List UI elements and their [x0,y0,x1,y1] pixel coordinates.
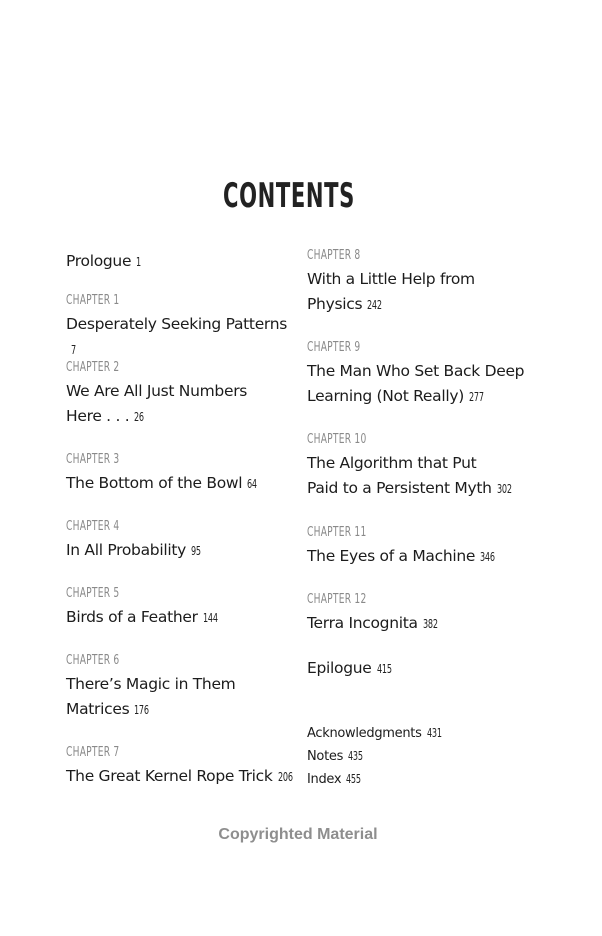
chapter-page: 95 [191,544,201,558]
chapter-title: In All Probability [66,541,187,559]
chapter-title: Birds of a Feather [66,608,198,626]
chapter-page: 7 [71,343,76,357]
chapter-page: 382 [422,617,438,631]
chapter-label: CHAPTER 8 [307,248,361,263]
chapter-title: Terra Incognita [307,614,418,632]
chapter-label: CHAPTER 6 [66,653,120,668]
chapter-label: CHAPTER 2 [66,360,120,375]
back-matter-title: Index [307,772,342,787]
chapter-page: 302 [496,482,512,496]
chapter-title-line-2: Here . . . [66,407,130,425]
chapter-page: 346 [480,550,495,564]
chapter-label: CHAPTER 7 [66,745,120,760]
chapter-title-line-1: We Are All Just Numbers [66,382,248,400]
chapter-title: Desperately Seeking Patterns [66,315,288,333]
copyright-notice: Copyrighted Material [218,826,378,843]
chapter-label: CHAPTER 11 [307,525,367,540]
toc-chapter-1[interactable] [66,294,298,363]
chapter-label: CHAPTER 5 [66,586,120,601]
toc-chapter-9[interactable] [307,341,567,410]
chapter-page: 277 [469,390,484,404]
chapter-title-line-1: With a Little Help from [307,270,475,288]
chapter-title-line-1: The Algorithm that Put [307,454,477,472]
epilogue-page: 415 [376,662,392,676]
chapter-page: 206 [277,770,293,784]
chapter-page: 26 [134,410,145,424]
chapter-label: CHAPTER 4 [66,519,120,534]
back-matter-page: 435 [348,749,363,763]
chapter-page: 144 [202,611,218,625]
toc-chapter-4[interactable] [66,520,298,564]
toc-acknowledgments[interactable] [307,722,567,745]
toc-chapter-8[interactable] [307,249,567,318]
toc-back-matter [307,722,567,791]
chapter-label: CHAPTER 10 [307,432,367,447]
toc-chapter-2[interactable] [66,361,298,430]
back-matter-title: Acknowledgments [307,726,422,741]
epilogue-title: Epilogue [307,659,372,677]
chapter-page: 242 [367,298,383,312]
chapter-page: 64 [247,477,258,491]
contents-heading: CONTENTS [223,176,355,216]
toc-chapter-12[interactable] [307,593,567,637]
chapter-title-line-2: Matrices [66,700,130,718]
toc-index[interactable] [307,768,567,791]
chapter-title: The Bottom of the Bowl [66,474,243,492]
toc-chapter-10[interactable] [307,433,567,502]
toc-prologue[interactable] [66,249,298,275]
toc-chapter-3[interactable] [66,453,298,497]
chapter-title: The Great Kernel Rope Trick [66,767,273,785]
prologue-title: Prologue [66,252,132,270]
chapter-title-line-2: Paid to a Persistent Myth [307,479,492,497]
back-matter-page: 431 [426,726,442,740]
chapter-label: CHAPTER 9 [307,340,361,355]
prologue-page: 1 [136,255,142,269]
chapter-title-line-2: Learning (Not Really) [307,387,464,405]
chapter-label: CHAPTER 1 [66,293,120,308]
chapter-page: 176 [134,703,150,717]
chapter-title-line-2: Physics [307,295,363,313]
chapter-title-line-1: There’s Magic in Them [66,675,236,693]
toc-epilogue[interactable] [307,656,567,682]
chapter-title-line-1: The Man Who Set Back Deep [307,362,525,380]
toc-chapter-5[interactable] [66,587,298,631]
toc-chapter-7[interactable] [66,746,298,790]
toc-chapter-11[interactable] [307,526,567,570]
toc-chapter-6[interactable] [66,654,298,723]
back-matter-page: 455 [346,772,362,786]
chapter-label: CHAPTER 3 [66,452,120,467]
toc-notes[interactable] [307,745,567,768]
chapter-title: The Eyes of a Machine [307,547,476,565]
back-matter-title: Notes [307,749,344,764]
chapter-label: CHAPTER 12 [307,592,367,607]
